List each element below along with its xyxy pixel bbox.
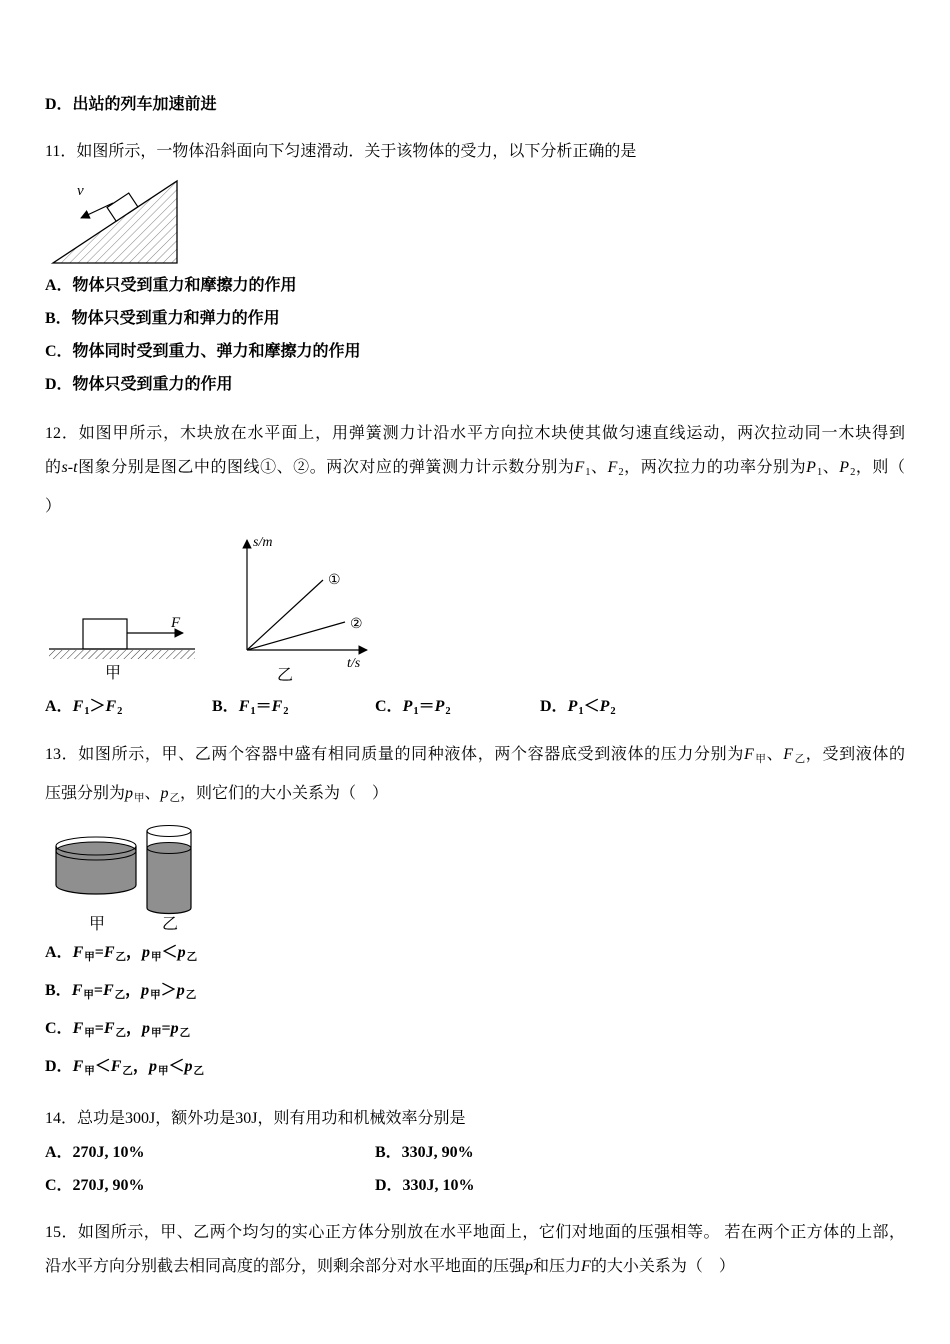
question-13 <box>45 738 905 1088</box>
velocity-arrow <box>81 203 113 218</box>
q11-option-a: A．物体只受到重力和摩擦力的作用 <box>45 277 297 294</box>
q12-option-c: C．P1＝P2 <box>375 698 451 717</box>
q10-option-d: D．出站的列车加速前进 <box>45 96 217 113</box>
line-2-label: ② <box>350 617 363 632</box>
container-yi-rim <box>147 826 191 837</box>
q14-options-grid <box>45 1136 905 1202</box>
liquid-yi <box>147 848 191 914</box>
container-yi-caption: 乙 <box>162 916 179 933</box>
liquid-surface-yi <box>147 843 191 854</box>
q11-stem: 11．如图所示，一物体沿斜面向下匀速滑动．关于该物体的受力，以下分析正确的是 <box>45 143 637 160</box>
q12-figure <box>47 530 905 682</box>
q13-figure-containers <box>51 822 905 934</box>
q14-option-b: B．330J, 90% <box>375 1144 474 1161</box>
x-axis-label: t/s <box>347 656 361 671</box>
right-diagram-caption: 乙 <box>277 667 294 682</box>
q13-option-b: B．F甲=F乙，p甲＞p乙 <box>45 982 197 1001</box>
question-14 <box>45 1102 905 1202</box>
q11-option-d: D．物体只受到重力的作用 <box>45 376 233 393</box>
q12-option-a: A．F1＞F2 <box>45 698 123 717</box>
question-11 <box>45 135 905 401</box>
question-15 <box>45 1216 905 1284</box>
containers-diagram <box>51 822 221 934</box>
q15-stem-line-1: 15．如图所示，甲、乙两个均匀的实心正方体分别放在水平地面上，它们对地面的压强相等。 若在两个正方体的上部， <box>45 1224 905 1241</box>
q11-figure-incline <box>49 173 905 267</box>
ground-hatching <box>49 650 195 659</box>
q13-stem-line-1: 13．如图所示，甲、乙两个容器中盛有相同质量的同种液体，两个容器底受到液体的压力分别为F甲、F乙，受到液体的 <box>45 746 906 765</box>
q15-stem-line-2: 沿水平方向分别截去相同高度的部分，则剩余部分对水平地面的压强p和压力F的大小关系为（ ） <box>45 1258 735 1275</box>
liquid-surface-jia <box>56 842 136 860</box>
line-1-label: ① <box>328 573 341 588</box>
q12-option-d: D．P1＜P2 <box>540 698 616 717</box>
question-12 <box>45 417 905 728</box>
q13-option-d: D．F甲＜F乙，p甲＜p乙 <box>45 1058 204 1077</box>
q14-option-a: A．270J, 10% <box>45 1144 145 1161</box>
q12-option-b: B．F1＝F2 <box>212 698 289 717</box>
q13-option-a: A．F甲=F乙，p甲＜p乙 <box>45 944 198 963</box>
q11-option-c: C．物体同时受到重力、弹力和摩擦力的作用 <box>45 343 361 360</box>
container-jia-caption: 甲 <box>89 916 106 933</box>
q12-options-row <box>45 690 905 728</box>
q14-option-c: C．270J, 90% <box>45 1177 145 1194</box>
wood-block <box>83 619 127 649</box>
q13-option-c: C．F甲=F乙，p甲=p乙 <box>45 1020 191 1039</box>
q13-stem-line-2: 压强分别为p甲、p乙，则它们的大小关系为（ ） <box>45 785 389 804</box>
q14-option-d: D．330J, 10% <box>375 1177 475 1194</box>
velocity-label: v <box>77 183 84 199</box>
q12-stem-line-3: ） <box>45 498 62 515</box>
q11-option-b: B．物体只受到重力和弹力的作用 <box>45 310 280 327</box>
q12-stem-line-2: 的s-t图象分别是图乙中的图线①、②。两次对应的弹簧测力计示数分别为F1、F2，两次拉力的功率分别为P1、P2，则（ <box>45 459 905 478</box>
incline-diagram <box>49 173 183 267</box>
incline-triangle <box>53 181 177 263</box>
q12-stem-line-1: 12．如图甲所示，木块放在水平面上，用弹簧测力计沿水平方向拉木块使其做匀速直线运动，两次拉动同一木块得到 <box>45 425 905 442</box>
y-axis-label: s/m <box>253 535 273 550</box>
block-pull-diagram <box>47 587 197 682</box>
q14-stem: 14．总功是300J，额外功是30J，则有用功和机械效率分别是 <box>45 1110 466 1127</box>
s-t-graph <box>227 530 377 682</box>
force-label: F <box>171 615 181 631</box>
left-diagram-caption: 甲 <box>105 665 122 682</box>
